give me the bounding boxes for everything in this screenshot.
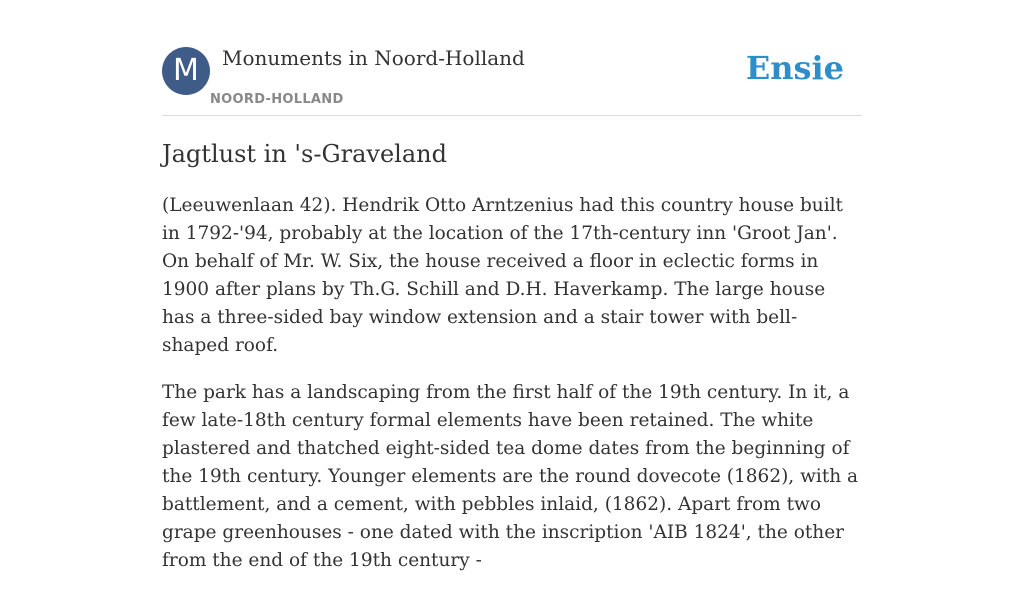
article-paragraph: (Leeuwenlaan 42). Hendrik Otto Arntzenius had this country house built in 1792-'94, probably at the location of the 17th-century inn 'Groot Jan'. On behalf of Mr. W. Six, the house received a floor in eclectic forms in 1900 after plans by Th.G. Schill and D.H. Haverkamp. The large house has a three-sided bay window extension and a stair tower with bell-shaped roof. — [162, 195, 843, 356]
article-title: Jagtlust in 's-Graveland — [162, 140, 447, 168]
collection-avatar[interactable]: M — [162, 47, 210, 95]
ensie-logo[interactable]: Ensie — [745, 49, 844, 87]
article-paragraph: The park has a landscaping from the first half of the 19th century. In it, a few late-18th century formal elements have been retained. The white plastered and thatched eight-sided tea dome dates from the beginning of the 19th century. Younger elements are the round dovecote (1862), with a battlement, and a cement, with pebbles inlaid, (1862). Apart from two grape greenhouses - one dated with the inscription 'AIB 1824', the other from the end of the 19th century - — [162, 382, 859, 571]
site-header — [162, 45, 862, 116]
collection-title-link[interactable]: Monuments in Noord-Holland — [222, 46, 525, 70]
article-body — [162, 192, 862, 594]
collection-category-link[interactable]: NOORD-HOLLAND — [210, 92, 344, 107]
